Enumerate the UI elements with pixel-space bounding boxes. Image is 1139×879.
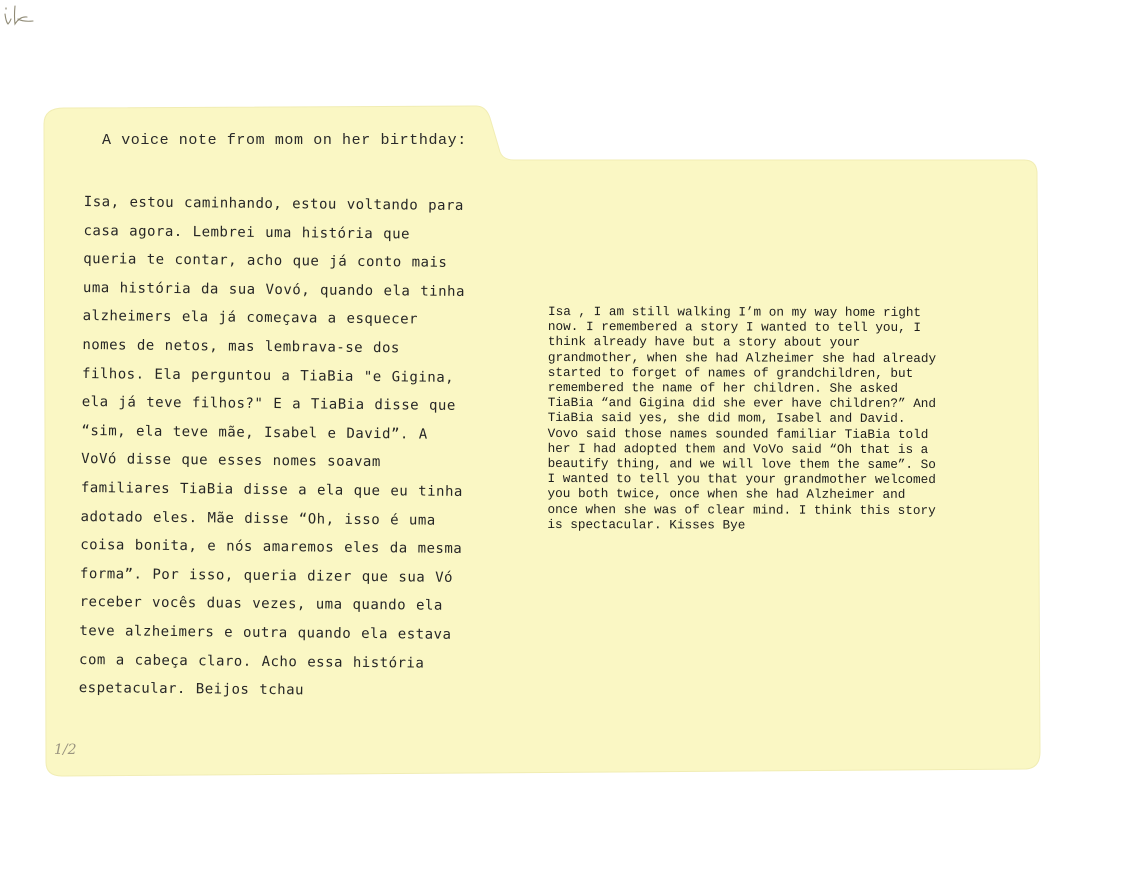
- english-line: her I had adopted them and VoVo said “Oh that is a: [547, 440, 929, 457]
- portuguese-transcript: [79, 188, 514, 707]
- portuguese-line: queria te contar, acho que já conto mais: [83, 251, 448, 271]
- english-line: beautify thing, and we will love them the same”. So: [547, 456, 936, 473]
- english-line: grandmother, when she had Alzheimer she had already: [547, 349, 937, 366]
- english-line: remembered the name of her children. She asked: [547, 380, 899, 396]
- portuguese-line: “sim, ela teve mãe, Isabel e David”. A: [81, 422, 428, 443]
- portuguese-line: VoVó disse que esses nomes soavam: [81, 451, 381, 471]
- portuguese-line: nomes de netos, mas lembrava-se dos: [82, 336, 400, 357]
- english-line: TiaBia said yes, she did mom, Isabel and David.: [547, 410, 906, 427]
- portuguese-line: filhos. Ela perguntou a TiaBia "e Gigina,: [81, 365, 455, 386]
- english-line: you both twice, once when she had Alzheimer and: [547, 486, 906, 503]
- portuguese-line: com a cabeça claro. Acho essa história: [78, 651, 425, 672]
- english-line: Isa , I am still walking I’m on my way home right: [547, 304, 922, 320]
- portuguese-line: Isa, estou caminhando, estou voltando para: [83, 193, 464, 214]
- portuguese-line: espetacular. Beijos tchau: [78, 680, 305, 699]
- english-line: now. I remembered a story I wanted to tell you, I: [547, 319, 922, 336]
- portuguese-line: adotado eles. Mãe disse “Oh, isso é uma: [80, 508, 436, 529]
- english-line: is spectacular. Kisses Bye: [547, 516, 746, 533]
- portuguese-line: ela já teve filhos?" E a TiaBia disse que: [81, 394, 456, 415]
- portuguese-line: forma”. Por isso, queria dizer que sua Vó: [79, 565, 454, 586]
- portuguese-line: coisa bonita, e nós amaremos eles da mesma: [80, 537, 463, 558]
- handwritten-signature-icon: [0, 0, 40, 30]
- portuguese-line: casa agora. Lembrei uma história que: [83, 222, 411, 243]
- english-line: started to forget of names of grandchildren, but: [547, 364, 914, 381]
- english-line: once when she was of clear mind. I think this story: [547, 501, 936, 518]
- page-number: 1/2: [54, 742, 77, 758]
- english-translation: [547, 304, 978, 533]
- english-line: think already have but a story about your: [547, 334, 861, 351]
- english-line: Vovo said those names sounded familiar TiaBia told: [547, 425, 929, 442]
- tab-heading: A voice note from mom on her birthday:: [102, 132, 467, 149]
- portuguese-line: familiares TiaBia disse a ela que eu tinha: [80, 479, 463, 500]
- portuguese-line: teve alzheimers e outra quando ela estava: [79, 622, 452, 643]
- portuguese-line: receber vocês duas vezes, uma quando ela: [79, 594, 443, 615]
- portuguese-line: alzheimers ela já começava a esquecer: [82, 308, 419, 328]
- portuguese-line: uma história da sua Vovó, quando ela tinha: [82, 279, 466, 300]
- english-line: TiaBia “and Gigina did she ever have children?” And: [547, 395, 937, 412]
- english-line: I wanted to tell you that your grandmother welcomed: [547, 471, 936, 488]
